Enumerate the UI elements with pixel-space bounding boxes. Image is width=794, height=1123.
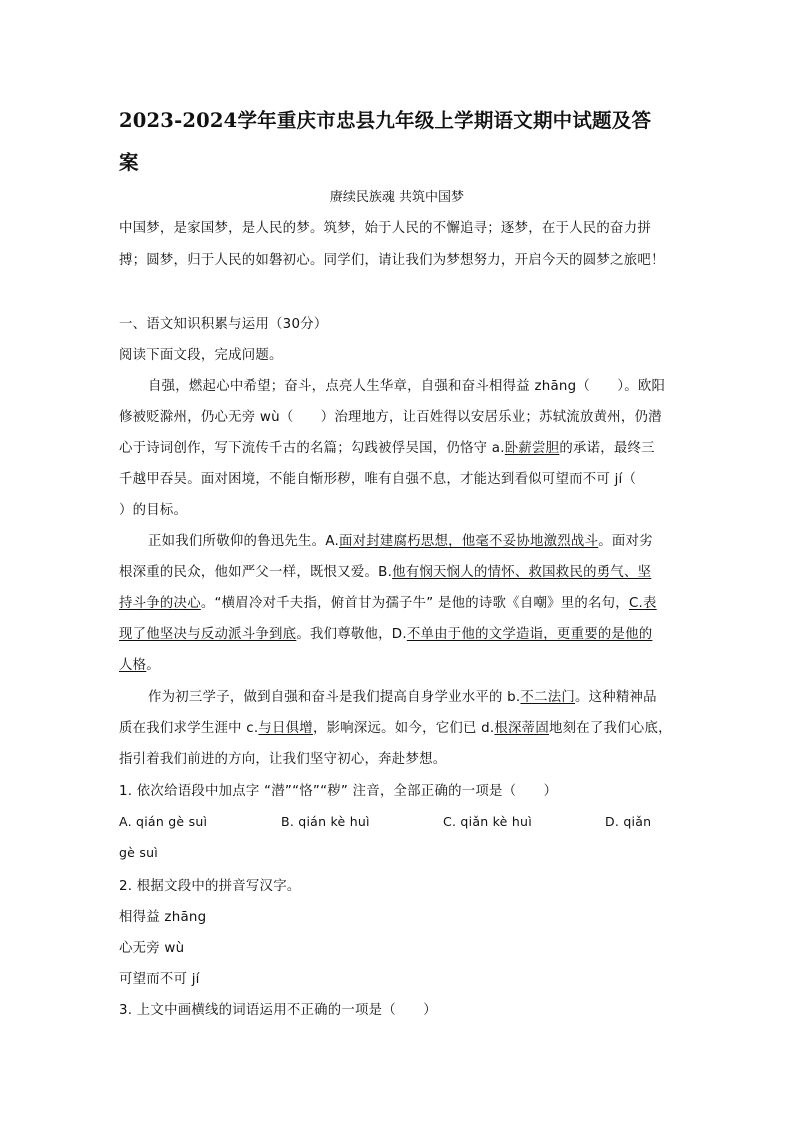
section-heading: 一、语文知识积累与运用（30分） — [119, 317, 328, 332]
underlined-idiom-b: 不二法门 — [520, 690, 575, 705]
intro-line-1: 中国梦，是家国梦，是人民的梦。筑梦，始于人民的不懈追寻；逐梦，在于人民的奋力拼 — [119, 221, 651, 236]
para1-line-1: 自强，燃起心中希望；奋斗，点亮人生华章，自强和奋斗相得益 zhāng（ ）。欧阳 — [148, 379, 666, 394]
para3-line-3: 指引着我们前进的方向，让我们坚守初心，奔赴梦想。 — [119, 752, 447, 767]
question-2-stem: 2. 根据文段中的拼音写汉字。 — [119, 879, 301, 894]
para2-line-1: 正如我们所敬仰的鲁迅先生。A.面对封建腐朽思想，他毫不妥协地激烈战斗。面对劣 — [148, 534, 653, 549]
underlined-idiom-a: 卧薪尝胆 — [504, 441, 560, 456]
para3-line-2: 质在我们求学生涯中 c.与日俱增，影响深远。如今，它们已 d.根深蒂固地刻在了我们心底， — [119, 721, 672, 736]
para1-line-2: 修被贬滁州，仍心无旁 wù（ ）治理地方，让百姓得以安居乐业；苏轼流放黄州，仍潜 — [119, 410, 662, 425]
para1-line-4: 千越甲吞吴。面对困境，不能自惭形秽，唯有自强不息，才能达到看似可望而不可 jí（ — [119, 472, 637, 487]
intro-line-2: 搏；圆梦，归于人民的如磐初心。同学们，请让我们为梦想努力，开启今天的圆梦之旅吧！ — [119, 253, 665, 268]
question-1-option-a: A. qián gè suì — [119, 814, 208, 829]
question-1-option-d: D. qiǎn — [605, 814, 652, 829]
para3-line-1: 作为初三学子，做到自强和奋斗是我们提高自身学业水平的 b.不二法门。这种精神品 — [148, 690, 657, 705]
underlined-idiom-c: 与日俱增 — [258, 721, 313, 736]
para2-line-4: 现了他坚决与反动派斗争到底。我们尊敬他，D.不单由于他的文学造诣，更重要的是他的 — [119, 627, 653, 642]
question-1-option-d-cont: gè suì — [119, 845, 159, 860]
para1-line-3: 心于诗词创作，写下流传千古的名篇；勾践被俘吴国，仍恪守 a.卧薪尝胆的承诺，最终三 — [119, 441, 655, 456]
underlined-sentence-a: 面对封建腐朽思想，他毫不妥协地激烈战斗 — [339, 534, 599, 549]
underlined-sentence-c-cont: 现了他坚决与反动派斗争到底 — [119, 627, 297, 642]
para1-line-5: ）的目标。 — [119, 503, 188, 518]
underlined-sentence-b: 他有悯天悯人的情怀、救国救民的勇气、坚 — [392, 565, 652, 580]
document-page — [119, 0, 675, 1123]
underlined-idiom-d: 根深蒂固 — [494, 721, 549, 736]
question-1-stem: 1. 依次给语段中加点字 “潜”“恪”“秽” 注音，全部正确的一项是（ ） — [119, 784, 558, 799]
document-subtitle: 赓续民族魂 共筑中国梦 — [329, 190, 465, 205]
underlined-sentence-d-cont: 人格 — [119, 658, 147, 673]
document-title-line1: 2023-2024学年重庆市忠县九年级上学期语文期中试题及答 — [119, 109, 652, 132]
document-title-line2: 案 — [119, 151, 139, 174]
question-1-option-c: C. qiǎn kè huì — [443, 814, 532, 829]
underlined-sentence-d: 不单由于他的文学造诣，更重要的是他的 — [406, 627, 653, 642]
section-instruction: 阅读下面文段，完成问题。 — [119, 348, 283, 363]
underlined-sentence-b-cont: 持斗争的决心 — [119, 596, 201, 611]
question-3-stem: 3. 上文中画横线的词语运用不正确的一项是（ ） — [119, 1003, 437, 1018]
para2-line-5: 人格。 — [119, 658, 160, 673]
para2-line-2: 根深重的民众，他如严父一样，既恨又爱。B.他有悯天悯人的情怀、救国救民的勇气、坚 — [119, 565, 652, 580]
question-2-item-3: 可望而不可 jí — [119, 972, 200, 987]
question-1-options — [119, 814, 675, 829]
question-2-item-2: 心无旁 wù — [119, 941, 185, 956]
underlined-sentence-c: C.表 — [628, 596, 657, 611]
question-2-item-1: 相得益 zhāng — [119, 910, 207, 925]
para2-line-3: 持斗争的决心。“横眉冷对千夫指，俯首甘为孺子牛” 是他的诗歌《自嘲》里的名句，C.表 — [119, 596, 657, 611]
question-1-option-b: B. qián kè huì — [281, 814, 370, 829]
